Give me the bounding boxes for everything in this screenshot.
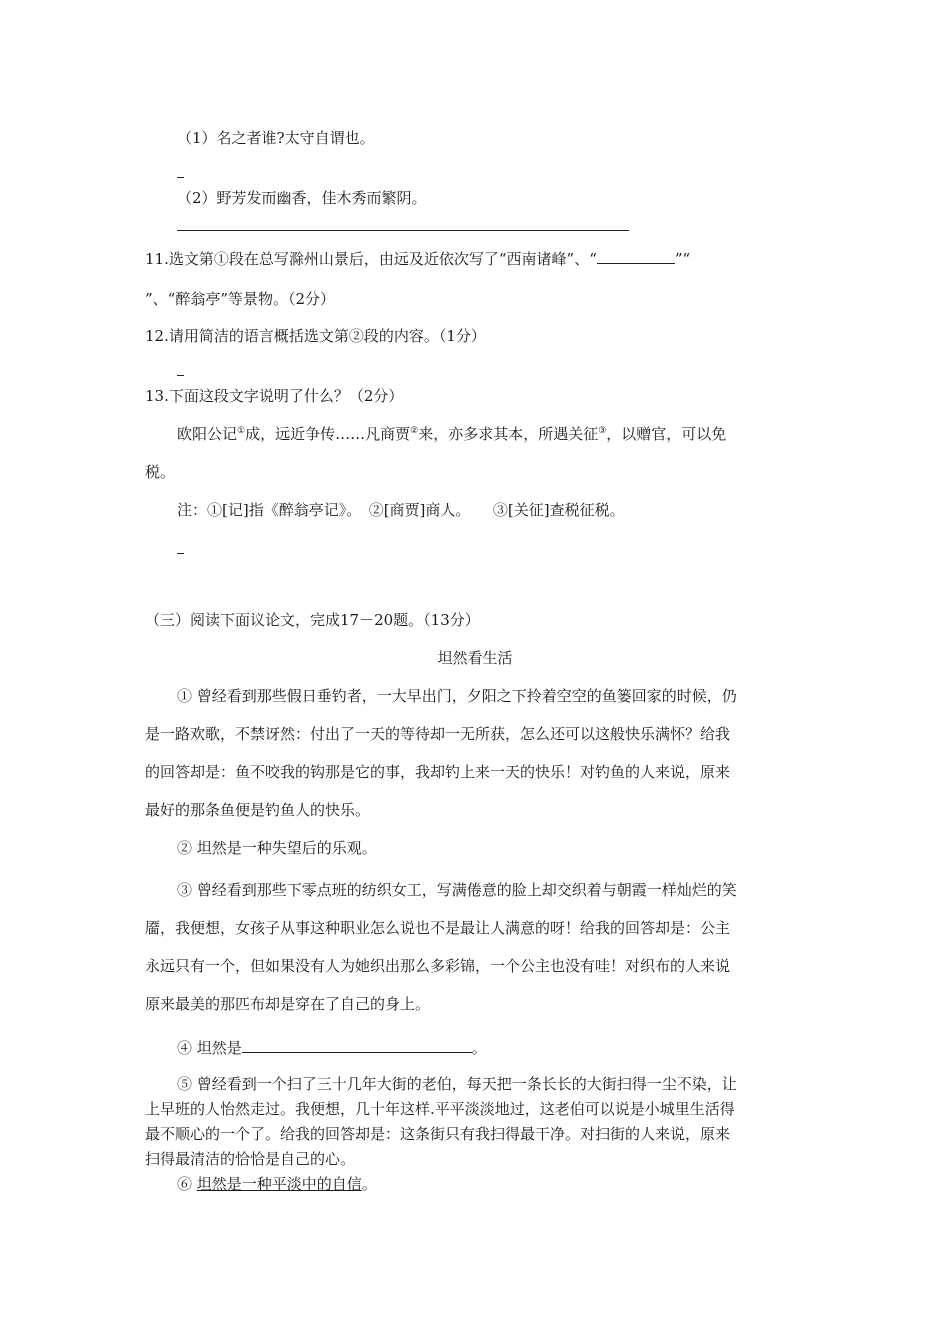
p5-line-1: ⑤ 曾经看到一个扫了三十几年大街的老伯，每天把一条长长的大街扫得一尘不染，让: [177, 1075, 737, 1093]
q12-stem: 12.请用简洁的语言概括选文第②段的内容。（1分）: [145, 327, 486, 345]
p5-line-4: 扫得最清洁的恰恰是自己的心。: [145, 1150, 356, 1168]
p2: ② 坦然是一种失望后的乐观。: [177, 839, 377, 857]
p1-line-3: 的回答却是：鱼不咬我的钩那是它的事，我却钓上来一天的快乐！对钓鱼的人来说，原来: [145, 763, 731, 781]
p3-line-2: 靥，我便想，女孩子从事这种职业怎么说也不是最让人满意的呀！给我的回答却是：公主: [145, 919, 731, 937]
q10-sentence-2: （2）野芳发而幽香，佳木秀而繁阴。: [177, 189, 427, 207]
q13-notes: 注：①[记]指《醉翁亭记》。 ②[商贾]商人。 ③[关征]查税征税。: [177, 501, 625, 519]
answer-blank[interactable]: [177, 553, 184, 554]
footnote-3: ③: [598, 426, 607, 436]
p6: ⑥ 坦然是一种平淡中的自信。: [177, 1175, 377, 1193]
p5-line-3: 最不顺心的一个了。给我的回答却是：这条街只有我扫得最干净。对扫街的人来说，原来: [145, 1125, 731, 1143]
answer-line[interactable]: [177, 230, 629, 231]
q13-passage-line-1: 欧阳公记①成，远近争传……凡商贾②来，亦多求其本，所遇关征③，以赠官，可以免: [177, 425, 727, 443]
q10-sentence-1: （1）名之者谁?太守自谓也。: [177, 129, 375, 147]
p1-line-2: 是一路欢歌，不禁讶然：付出了一天的等待却一无所获，怎么还可以这般快乐满怀？给我: [145, 725, 731, 743]
footnote-1: ①: [237, 426, 246, 436]
footnote-2: ②: [410, 426, 419, 436]
q11-mid: ”“: [674, 250, 691, 268]
p1-line-1: ① 曾经看到那些假日垂钓者，一大早出门，夕阳之下拎着空空的鱼篓回家的时候，仍: [177, 687, 737, 705]
q11-line-2: ”、“醉翁亭”等景物。（2分）: [145, 290, 336, 308]
p4-blank[interactable]: [242, 1038, 472, 1053]
p5-line-2: 上早班的人怡然走过。我便想，几十年这样.平平淡淡地过，这老伯可以说是小城里生活得: [145, 1100, 735, 1118]
p1-line-4: 最好的那条鱼便是钓鱼人的快乐。: [145, 801, 371, 819]
p3-line-4: 原来最美的那匹布却是穿在了自己的身上。: [145, 995, 431, 1013]
p6-underlined-claim: 坦然是一种平淡中的自信: [196, 1175, 362, 1193]
q13-passage-line-2: 税。: [145, 463, 176, 481]
section-heading: （三）阅读下面议论文，完成17－20题。（13分）: [145, 611, 480, 629]
p4: ④ 坦然是 。: [177, 1039, 487, 1057]
essay-title: 坦然看生活: [437, 649, 513, 667]
answer-blank[interactable]: [177, 177, 184, 178]
q13-stem: 13.下面这段文字说明了什么？（2分）: [145, 387, 404, 405]
p3-line-3: 永远只有一个，但如果没有人为她织出那么多彩锦，一个公主也没有哇！对织布的人来说: [145, 957, 731, 975]
p3-line-1: ③ 曾经看到那些下零点班的纺织女工，写满倦意的脸上却交织着与朝霞一样灿烂的笑: [177, 881, 737, 899]
q11-line-1: [145, 249, 690, 269]
q11-blank-1[interactable]: [597, 249, 675, 264]
q11-prefix: 11.选文第①段在总写滁州山景后，由远及近依次写了“西南诸峰”、“: [145, 250, 597, 268]
answer-blank[interactable]: [177, 375, 184, 376]
